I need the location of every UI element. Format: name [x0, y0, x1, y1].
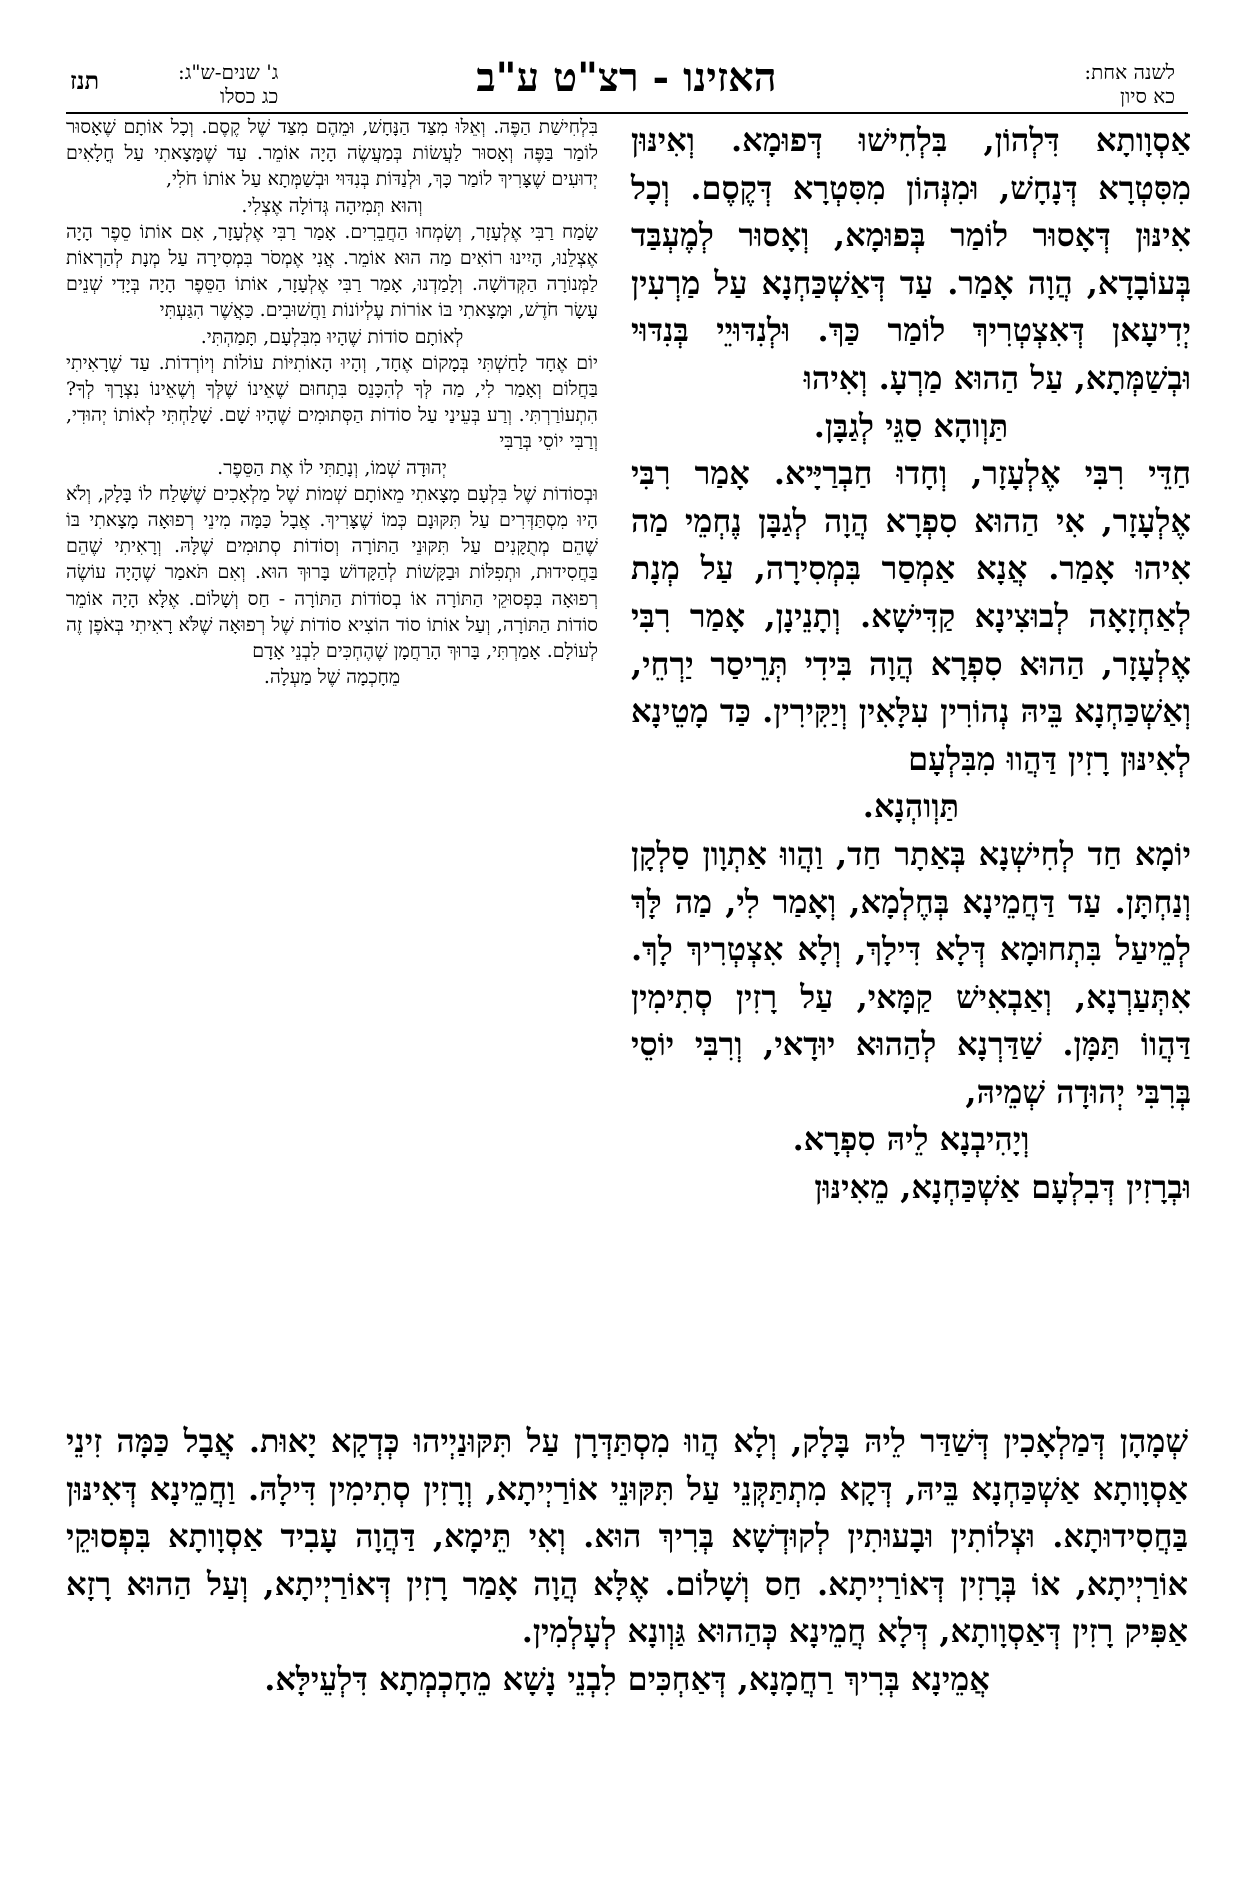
three-year-label: ג' שנים-ש"ג:: [178, 60, 279, 84]
aramaic-paragraph-2: חַדֵּי רִבִּי אֶלְעָזָר, וְחָדוּ חַבְרַיָּיא. אָמַר רִבִּי אֶלְעָזָר, אִי הַהוּא סִפְרָא הֲוָה לְגַבָּן נֶחְמֵי מַה אִיהוּ אָמַר. אֲנָא אַמְסַר בִּמְסִירָה, עַל מְנָת לְאַחְזָאָה לְבוּצִינָא קַדִּישָׁא. וְתָנֵינָן, אָמַר רִבִּי אֶלְעָזָר, הַהוּא סִפְרָא הֲוָה בִּידִי תְּרֵיסַר יַרְחֵי, וְאַשְׁכַּחְנָא בֵּיהּ נְהוֹרִין עִלָּאִין וְיַקִּירִין. כַּד מָטֵינָא לְאִינּוּן רָזִין דַּהֲווּ מִבִּלְעָם: [631, 454, 1191, 778]
one-year-date: כא סיון: [1120, 84, 1175, 108]
translation-paragraph-4: וּבְסוֹדוֹת שֶׁל בִּלְעָם מָצָאתִי מֵאוֹתָם שְׁמוֹת שֶׁל מַלְאָכִים שֶׁשָּׁלַח לוֹ בָּלָק, וְלֹא הָיוּ מִסְתַּדְּרִים עַל תִּקּוּנָם כְּמוֹ שֶׁצָּרִיךְ. אֲבָל כַּמָּה מִינֵי רְפוּאָה מָצָאתִי בּוֹ שֶׁהֵם מְתֻקָּנִים עַל תִּקּוּנֵי הַתּוֹרָה וְסוֹדוֹת סְתוּמִים שֶׁלָּהּ. וְרָאִיתִי שֶׁהֵם בַּחֲסִידוּת, וּתְפִלּוֹת וּבַקָּשׁוֹת לְהַקָּדוֹשׁ בָּרוּךְ הוּא. וְאִם תֹּאמַר שֶׁהָיָה עוֹשֶׂה רְפוּאָה בִּפְסוּקֵי הַתּוֹרָה אוֹ בְסוֹדוֹת הַתּוֹרָה - חַס וְשָׁלוֹם. אֶלָּא הָיָה אוֹמֵר סוֹדוֹת הַתּוֹרָה, וְעַל אוֹתוֹ סוֹד הוֹצִיא סוֹדוֹת שֶׁל רְפוּאָה שֶׁלֹּא רָאִיתִי בְּאֹפֶן זֶה לְעוֹלָם. אָמַרְתִּי, בָּרוּךְ הָרַחֲמָן שֶׁהֶחְכִּים לִבְנֵי אָדָם: [66, 482, 598, 663]
translation-paragraph-4-end: מֵחָכְמָה שֶׁל מַעְלָה.: [263, 666, 401, 689]
page-title: האזינו - רצ"ט ע"ב: [476, 54, 777, 101]
aramaic-paragraph-2-end: תַּוְוהְנָא.: [862, 787, 960, 826]
translation-paragraph-3-end: יְהוּדָה שְׁמוֹ, וְנָתַתִּי לוֹ אֶת הַסֵּפֶר.: [217, 456, 447, 479]
translation-paragraph-2-end: לְאוֹתָם סוֹדוֹת שֶׁהָיוּ מִבִּלְעָם, תָּמַהְתִּי.: [200, 325, 464, 348]
aramaic-paragraph-4-start: וּבְרָזִין דְּבִלְעָם אַשְׁכַּחְנָא, מֵאִינּוּן: [814, 1168, 1191, 1207]
aramaic-full-width-text: [66, 1418, 1188, 1704]
translation-paragraph-3: יוֹם אֶחָד לָחַשְׁתִּי בְּמָקוֹם אֶחָד, וְהָיוּ הָאוֹתִיּוֹת עוֹלוֹת וְיוֹרְדוֹת. עַד שֶׁרָאִיתִי בַּחֲלוֹם וְאָמַר לִי, מַה לְּךָ לְהִכָּנֵס בִּתְחוּם שֶׁאֵינוֹ שֶׁלְּךָ וְשֶׁאֵינוֹ נִצְרָךְ לְךָ? הִתְעוֹרַרְתִּי. וְרַע בְּעֵינַי עַל סוֹדוֹת הַסְּתוּמִים שֶׁהָיוּ שָׁם. שָׁלַחְתִּי לְאוֹתוֹ יְהוּדִי, וְרַבִּי יוֹסֵי בְּרַבִּי: [66, 351, 598, 453]
translation-paragraph-2: שָׂמַח רַבִּי אֶלְעָזָר, וְשָׂמְחוּ הַחֲבֵרִים. אָמַר רַבִּי אֶלְעָזָר, אִם אוֹתוֹ סֵפֶר הָיָה אֶצְלֵנוּ, הָיִינוּ רוֹאִים מַה הוּא אוֹמֵר. אֲנִי אֶמְסֹר בִּמְסִירָה עַל מְנָת לְהַרְאוֹת לַמְּנוֹרָה הַקְּדוֹשָׁה. וְלָמַדְנוּ, אָמַר רַבִּי אֶלְעָזָר, אוֹתוֹ הַסֵּפֶר הָיָה בְּיָדִי שְׁנֵים עָשָׂר חֹדֶשׁ, וּמָצָאתִי בּוֹ אוֹרוֹת עֶלְיוֹנוֹת וַחֲשׁוּבִים. כַּאֲשֶׁר הִגַּעְתִּי: [66, 220, 598, 322]
full-width-paragraph-2: אֲמֵינָא בְּרִיךְ רַחֲמָנָא, דְּאַחְכִּים לִבְנֵי נָשָׁא מֵחָכְמְתָא דִּלְעֵילָּא.: [264, 1659, 990, 1698]
aramaic-paragraph-3: יוֹמָא חַד לְחִישְׁנָא בְּאַתָר חַד, וַהֲווּ אַתְוָון סַלְקָן וְנַחְתָּן. עַד דַּחֲמֵינָא בְּחֶלְמָא, וְאָמַר לִי, מַה לָּךְ לְמֵיעַל בִּתְחוּמָא דְּלָא דִּילָךְ, וְלָא אִצְטְרִיךְ לָךְ. אִתְּעַרְנָא, וְאַבְאִישׁ קַמָּאי, עַל רָזִין סְתִימִין דַּהֲווֹ תַּמָּן. שַׁדַּרְנָא לְהַהוּא יוּדָאי, וְרִבִּי יוֹסֵי בְּרִבִּי יְהוּדָה שְׁמֵיהּ,: [631, 834, 1191, 1111]
hebrew-translation-column: [66, 114, 598, 690]
aramaic-paragraph-1: אַסְוָותָא דִּלְהוֹן, בִּלְחִישׁוּ דְּפוּמָא. וְאִינּוּן מִסִּטְרָא דְּנָחָשׁ, וּמִנְּהוֹן מִסִּטְרָא דְּקֶסֶם. וְכָל אִינּוּן דְּאָסוּר לוֹמַר בְּפוּמָא, וְאָסוּר לְמֶעְבַּד בְּעוֹבָדָא, הֲוָה אָמַר. עַד דְּאַשְׁכַּחְנָא עַל מַרְעִין יְדִיעָאן דְּאִצְטְרִיךְ לוֹמַר כַּךְ. וּלְנִדּוּיֵי בְּנִדּוּי וּבְשַׁמְּתָא, עַל הַהוּא מַרְעָ. וְאִיהוּ: [631, 121, 1191, 397]
translation-paragraph-1: בִּלְחִישַׁת הַפֶּה. וְאֵלּוּ מִצַּד הַנָּחָשׁ, וּמֵהֶם מִצַּד שֶׁל קֶסֶם. וְכָל אוֹתָם שֶׁאָסוּר לוֹמַר בַּפֶּה וְאָסוּר לַעֲשׂוֹת בְּמַעֲשֶׂה הָיָה אוֹמֵר. עַד שֶׁמָּצָאתִי עַל חֳלָאִים יְדוּעִים שֶׁצָּרִיךְ לוֹמַר כָּךְ, וּלְנַדּוֹת בְּנִדּוּי וּבְשַׁמְּתָא עַל אוֹתוֹ חֹלִי,: [66, 116, 598, 191]
one-year-label: לשנה אחת:: [1084, 60, 1175, 84]
aramaic-paragraph-3-end: וְיָהִיבְנָא לֵיהּ סִפְרָא.: [792, 1120, 1030, 1159]
aramaic-text-column: [631, 117, 1191, 1212]
header-left-study-schedule: [178, 60, 278, 108]
three-year-date: כג כסלו: [219, 84, 279, 108]
full-width-paragraph-1: שְׁמָהָן דְּמַלְאָכִין דְּשַׁדַּר לֵיהּ בָּלָק, וְלָא הֲווּ מִסְתַּדְּרָן עַל תִּקּוּנַיְיהוּ כְּדְקָא יָאוּת. אֲבָל כַּמָּה זִינֵי אַסְוָותָא אַשְׁכַּחְנָא בֵּיהּ, דְּקָא מִתְתַּקְּנֵי עַל תִּקּוּנֵי אוֹרַיְיתָא, וְרָזִין סְתִימִין דִּילָהּ. וַחֲמֵינָא דְּאִינּוּן בַּחֲסִידוּתָא. וּצְלוֹתִין וּבָעוּתִין לְקוּדְשָׁא בְּרִיךְ הוּא. וְאִי תֵּימָא, דַּהֲוָה עָבִיד אַסְוָותָא בִּפְסוּקֵי אוֹרַיְיתָא, אוֹ בְּרָזִין דְּאוֹרַיְיתָא. חַס וְשָׁלוֹם. אֶלָּא הֲוָה אָמַר רָזִין דְּאוֹרַיְיתָא, וְעַל הַהוּא רָזָא אַפִּיק רָזִין דְּאַסְוָותָא, דְּלָא חֲמֵינָא כְּהַהוּא גַּוְונָא לְעָלְמִין.: [66, 1422, 1188, 1651]
page-number: תנז: [70, 66, 100, 95]
translation-paragraph-1-end: וְהוּא תְּמִיהָה גְּדוֹלָה אֶצְלִי.: [241, 194, 423, 217]
aramaic-paragraph-1-end: תַּוְוהָא סַגֵּי לְגַבָּן.: [813, 406, 1009, 445]
